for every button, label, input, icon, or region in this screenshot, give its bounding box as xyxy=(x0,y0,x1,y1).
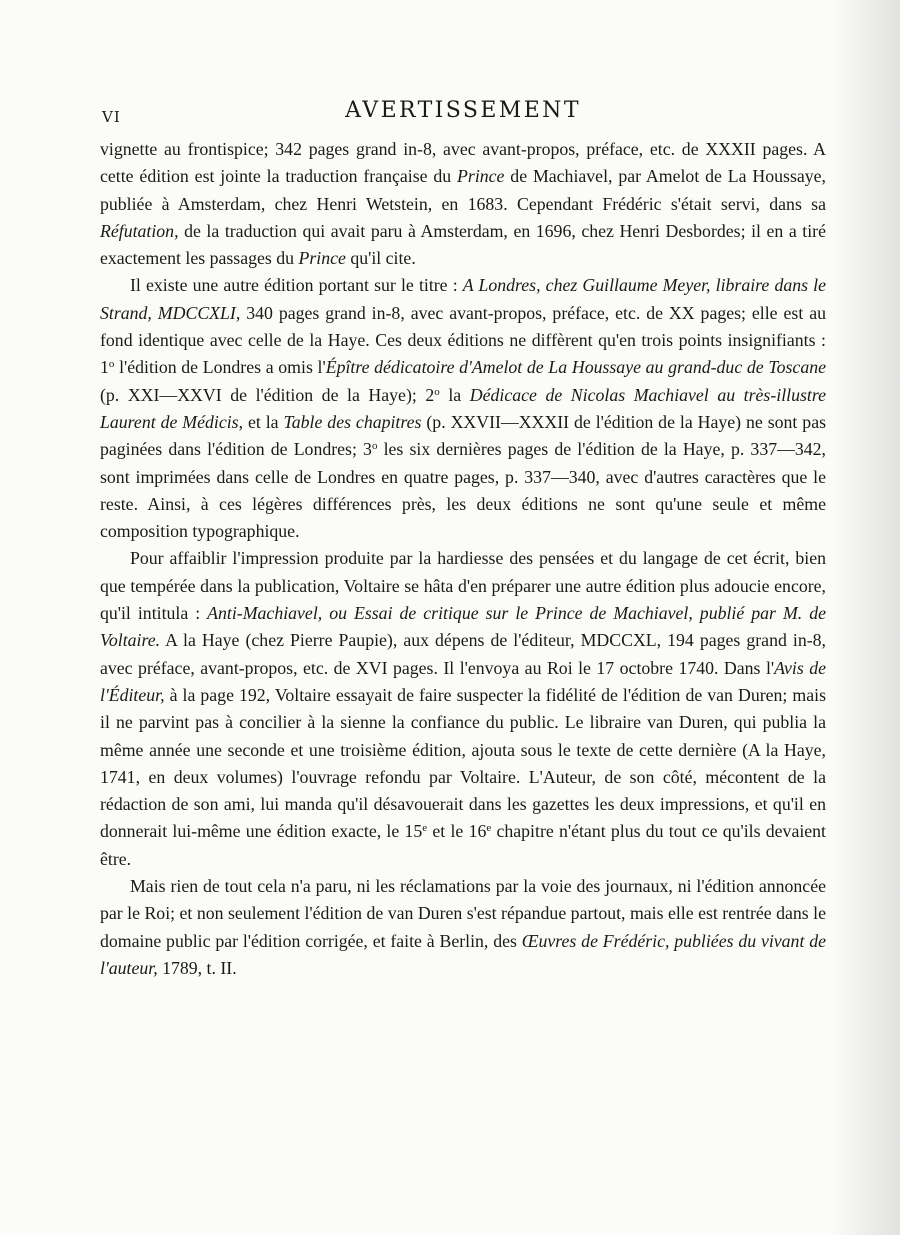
text-run: (p. XXI—XXVI de l'édition de la Haye); 2 xyxy=(100,384,435,405)
running-title: AVERTISSEMENT xyxy=(345,98,581,123)
italic-run: Œuvres de Frédéric, publiées du vivant de l'auteur, xyxy=(100,930,826,978)
page-edge-shadow xyxy=(830,0,900,1235)
paragraph-3 xyxy=(100,545,826,873)
text-run: Mais rien de tout cela n'a paru, ni les réclamations par la voie des journaux, ni l'édition annoncée par le Roi; et non seulement l'édition de van Duren s'est répandue partout, mais elle est rentrée dans le domaine public par l'édition corrigée, et faite à Berlin, des xyxy=(100,876,826,951)
italic-run: Réfutation, xyxy=(100,220,179,241)
superscript-run: o xyxy=(371,440,378,453)
text-run: et le 16 xyxy=(427,821,487,842)
text-run: 1789, t. II. xyxy=(157,957,237,978)
text-run: A la Haye (chez Pierre Paupie), aux dépens de l'éditeur, MDCCXL, 194 pages grand in-8, avec préface, avant-propos, etc. de XVI pages. Il l'envoya au Roi le 17 octobre 1740. Dans l' xyxy=(100,630,826,678)
text-run: de Machiavel, par Amelot de La Houssaye, publiée à Amsterdam, chez Henri Wetstein, en 1683. Cependant Frédéric s'était servi, dans sa xyxy=(100,166,826,214)
text-run: 340 pages grand in-8, avec avant-propos, préface, etc. de XX pages; elle est au fond identique avec celle de la Haye. Ces deux éditions ne diffèrent qu'en trois points insignifiants : 1 xyxy=(100,302,826,378)
book-page xyxy=(100,96,826,982)
page-number: VI xyxy=(102,108,121,126)
italic-run: Prince xyxy=(298,248,346,269)
text-run: chapitre n'étant plus du tout ce qu'ils devaient être. xyxy=(100,821,826,869)
italic-run: Anti-Machiavel, ou Essai de critique sur le Prince de Machiavel, publié par M. de Voltaire. xyxy=(100,603,826,651)
paragraph-1 xyxy=(100,136,826,272)
superscript-run: o xyxy=(434,385,440,398)
text-run: , et la xyxy=(238,411,284,432)
italic-run: Avis de l'Éditeur, xyxy=(100,657,826,705)
italic-run: A Londres, chez Guillaume Meyer, libraire dans le Strand, MDCCXLI, xyxy=(100,275,826,323)
italic-run: Épître dédicatoire d'Amelot de La Houssaye au grand-duc de Toscane xyxy=(325,357,826,378)
text-run: les six dernières pages de l'édition de la Haye, p. 337—342, sont imprimées dans celle de Londres en quatre pages, p. 337—340, avec d'autres caractères que le reste. Ainsi, à ces légères différences près, les deux éditions ne sont qu'une seule et même composition typographique. xyxy=(100,439,827,542)
italic-run: Prince xyxy=(457,166,505,187)
superscript-run: e xyxy=(422,822,428,835)
text-run: Pour affaiblir l'impression produite par la hardiesse des pensées et du langage de cet écrit, bien que tempérée dans la publication, Voltaire se hâta d'en préparer une autre édition plus adoucie encore, qu'il intitula : xyxy=(100,548,826,624)
text-run: de la traduction qui avait paru à Amsterdam, en 1696, chez Henri Desbordes; il en a tiré exactement les passages du xyxy=(100,220,826,269)
text-run: (p. XXVII—XXXII de l'édition de la Haye) ne sont pas paginées dans l'édition de Londres; 3 xyxy=(100,411,827,460)
text-run: vignette au frontispice; 342 pages grand in-8, avec avant-propos, préface, etc. de XXXII pages. A cette édition est jointe la traduction française du xyxy=(100,139,826,187)
text-run: à la page 192, Voltaire essayait de faire suspecter la fidélité de l'édition de van Duren; mais il ne parvint pas à concilier à la sienne la confiance du public. Le libraire van Duren, qui publia la même année une seconde et une troisième édition, ajouta sous le texte de cette dernière (A la Haye, 1741, en deux volumes) l'ouvrage refondu par Voltaire. L'Auteur, de son côté, mécontent de la rédaction de son ami, lui manda qu'il désavouerait dans les gazettes les deux impressions, et qu'il en donnerait lui-même une édition exacte, le 15 xyxy=(100,684,826,842)
running-head xyxy=(100,96,826,136)
italic-run: Dédicace de Nicolas Machiavel au très-illustre Laurent de Médicis xyxy=(100,384,826,432)
text-run: la xyxy=(439,384,470,405)
body-text xyxy=(100,136,826,982)
paragraph-4 xyxy=(100,873,826,982)
italic-run: Table des chapitres xyxy=(283,411,422,432)
text-run: l'édition de Londres a omis l' xyxy=(114,357,326,378)
text-run: qu'il cite. xyxy=(345,248,416,269)
text-run: Il existe une autre édition portant sur le titre : xyxy=(130,275,463,296)
paragraph-2 xyxy=(100,272,826,545)
superscript-run: o xyxy=(108,358,115,371)
superscript-run: e xyxy=(486,822,492,835)
